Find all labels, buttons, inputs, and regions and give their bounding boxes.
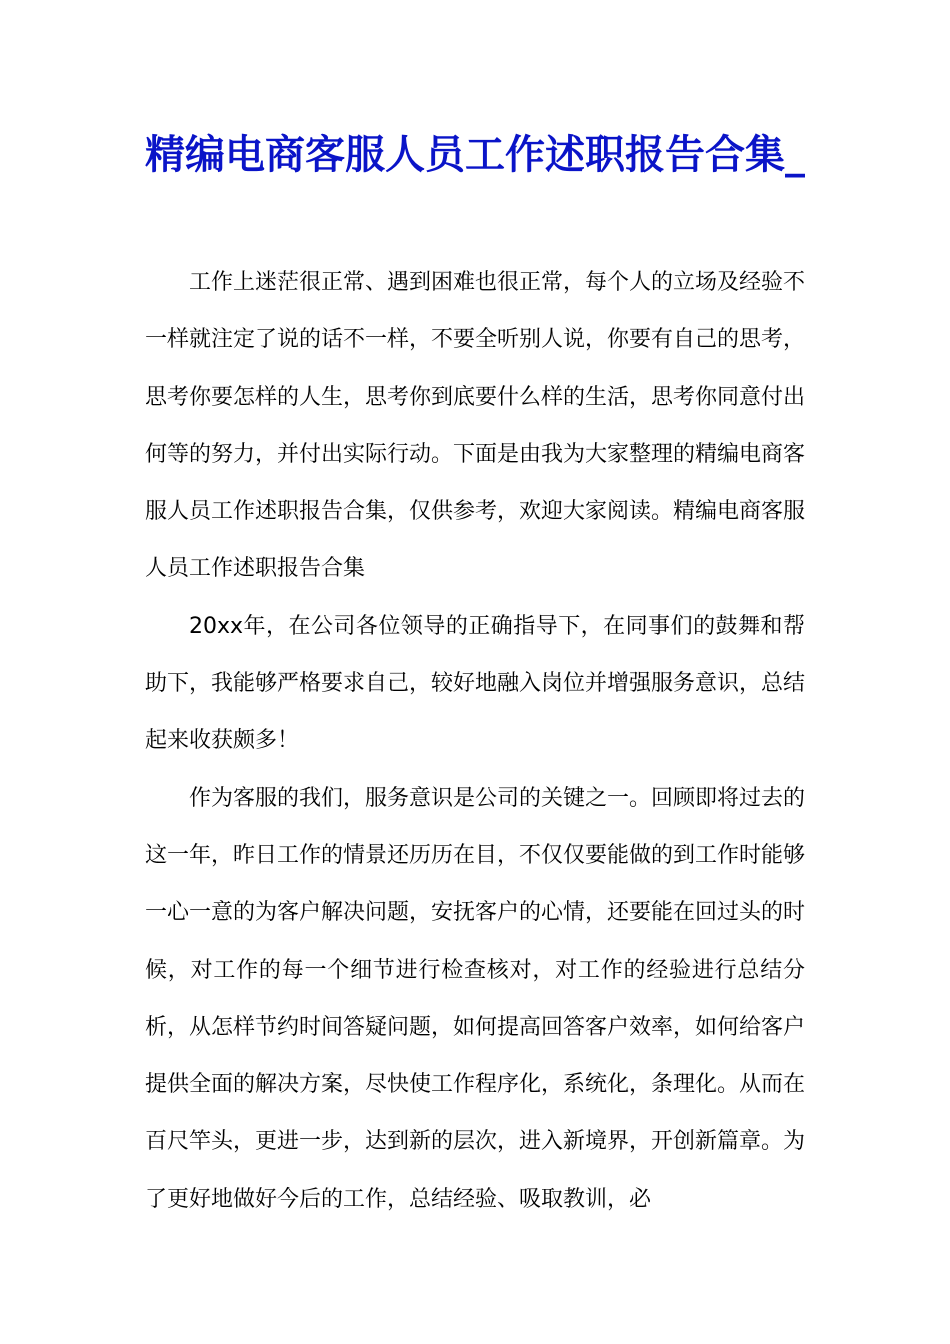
paragraph-intro: 工作上迷茫很正常、遇到困难也很正常，每个人的立场及经验不一样就注定了说的话不一样，不要全听别人说，你要有自己的思考，思考你要怎样的人生，思考你到底要什么样的生活，思考你同意付出何等的努力，并付出实际行动。下面是由我为大家整理的精编电商客服人员工作述职报告合集，仅供参考，欢迎大家阅读。精编电商客服人员工作述职报告合集	[145, 270, 806, 582]
document-body	[145, 254, 805, 1228]
paragraph-year-summary: 20xx年，在公司各位领导的正确指导下，在同事们的鼓舞和帮助下，我能够严格要求自己，较好地融入岗位并增强服务意识，总结起来收获颇多！	[145, 613, 806, 754]
paragraph-service-awareness: 作为客服的我们，服务意识是公司的关键之一。回顾即将过去的这一年，昨日工作的情景还历历在目，不仅仅要能做的到工作时能够一心一意的为客户解决问题，安抚客户的心情，还要能在回过头的时候，对工作的每一个细节进行检查核对，对工作的经验进行总结分析，从怎样节约时间答疑问题，如何提高回答客户效率，如何给客户提供全面的解决方案，尽快使工作程序化，系统化，条理化。从而在百尺竿头，更进一步，达到新的层次，进入新境界，开创新篇章。为了更好地做好今后的工作，总结经验、吸取教训，必	[145, 785, 806, 1212]
document-title: 精编电商客服人员工作述职报告合集_	[145, 131, 805, 178]
